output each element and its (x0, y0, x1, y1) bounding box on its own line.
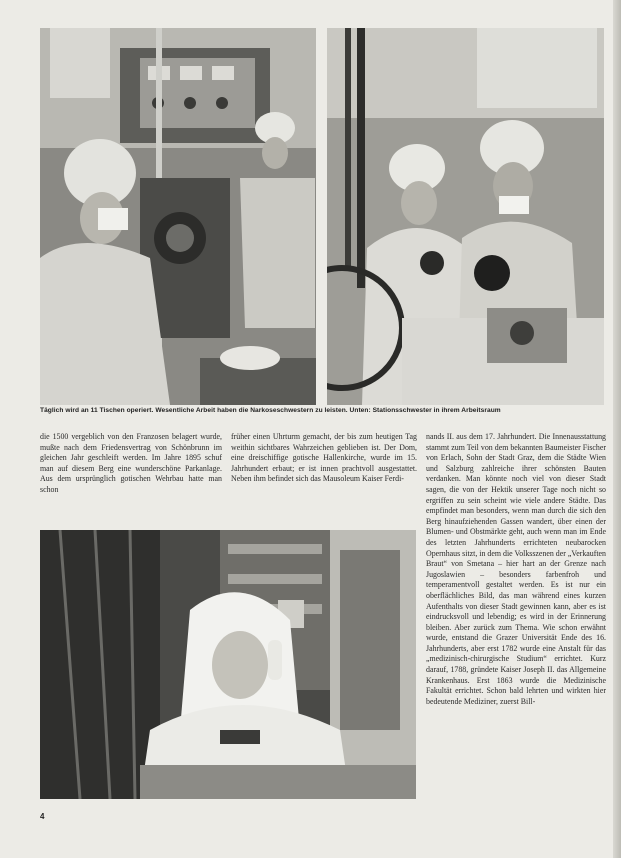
photo-phone (40, 530, 416, 799)
page-edge (613, 0, 621, 858)
column-3-text: nands II. aus dem 17. Jahrhundert. Die Innenausstattung stammt zum Teil von dem bekannten Baumeister Fischer von Erlach, Sohn der Stadt Graz, dem die Städte Wien und Salzburg zahlreiche ihrer schönsten Bauten verdanken. Man könnte noch viel von dieser Stadt sagen, die von der Hektik unserer Tage noch nicht so ergriffen zu sein scheint wie viele andere Städte. Das empfindet man besonders, wenn man durch die sich den Berg hinaufziehenden Gassen wandert, über einen der Blumen- und Obstmärkte geht, auch wenn man im Ende des letzten Jahrhunderts errichteten neubarocken Opernhaus sitzt, in dem die Volksszenen der „Verkauften Braut“ von Smetana – hier hart an der Grenze nach Jugoslawien – besonders farbenfroh und temperamentvoll gestaltet werden. Es ist nur ein oberflächliches Bild, das man während eines kurzen Aufenthalts von dieser Stadt gewinnen kann, aber es ist eindrucksvoll und lebendig; es wird in der Erinnerung bleiben. Aber zurück zum Thema. Wie schon erwähnt wurde, entstand die Grazer Universität Ende des 16. Jahrhunderts, aber erst 1782 wurde eine Anstalt für das „medizinisch-chirurgische Studium“ errichtet. Kurz darauf, 1788, gründete Kaiser Joseph II. das Allgemeine Krankenhaus. Erst 1863 wurde die Medizinische Fakultät errichtet. Schon bald lehrten und wirkten hier bedeutende Mediziner, zuerst Bill- (426, 432, 606, 706)
column-2-text: früher einen Uhrturm gemacht, der bis zum heutigen Tag weithin sichtbares Wahrzeichen geblieben ist. Der Dom, eine dreischiffige gotische Hallenkirche, wurde im 15. Jahrhundert erbaut; er ist innen prachtvoll ausgestattet. Neben ihm befindet sich das Mausoleum Kaiser Ferdi- (231, 432, 417, 484)
column-1-text: die 1500 vergeblich von den Franzosen belagert wurde, mußte nach dem Friedensvertrag von Schönbrunn im gleichen Jahr geschleift werden. Im Jahre 1895 schuf man auf diesem Berg eine wunderschöne Parkanlage. Aus dem ursprünglich gotischen Wehrbau hatte man schon (40, 432, 222, 494)
photo-surgery (40, 28, 316, 405)
photo-caption: Täglich wird an 11 Tischen operiert. Wesentliche Arbeit haben die Narkoseschwestern zu leisten. Unten: Stationsschwester in ihrem Arbeitsraum (40, 407, 501, 414)
text-column-3 (426, 432, 606, 707)
page-number: 4 (40, 812, 45, 821)
text-column-2 (231, 432, 417, 485)
photo-nurses (327, 28, 604, 405)
text-column-1 (40, 432, 222, 496)
